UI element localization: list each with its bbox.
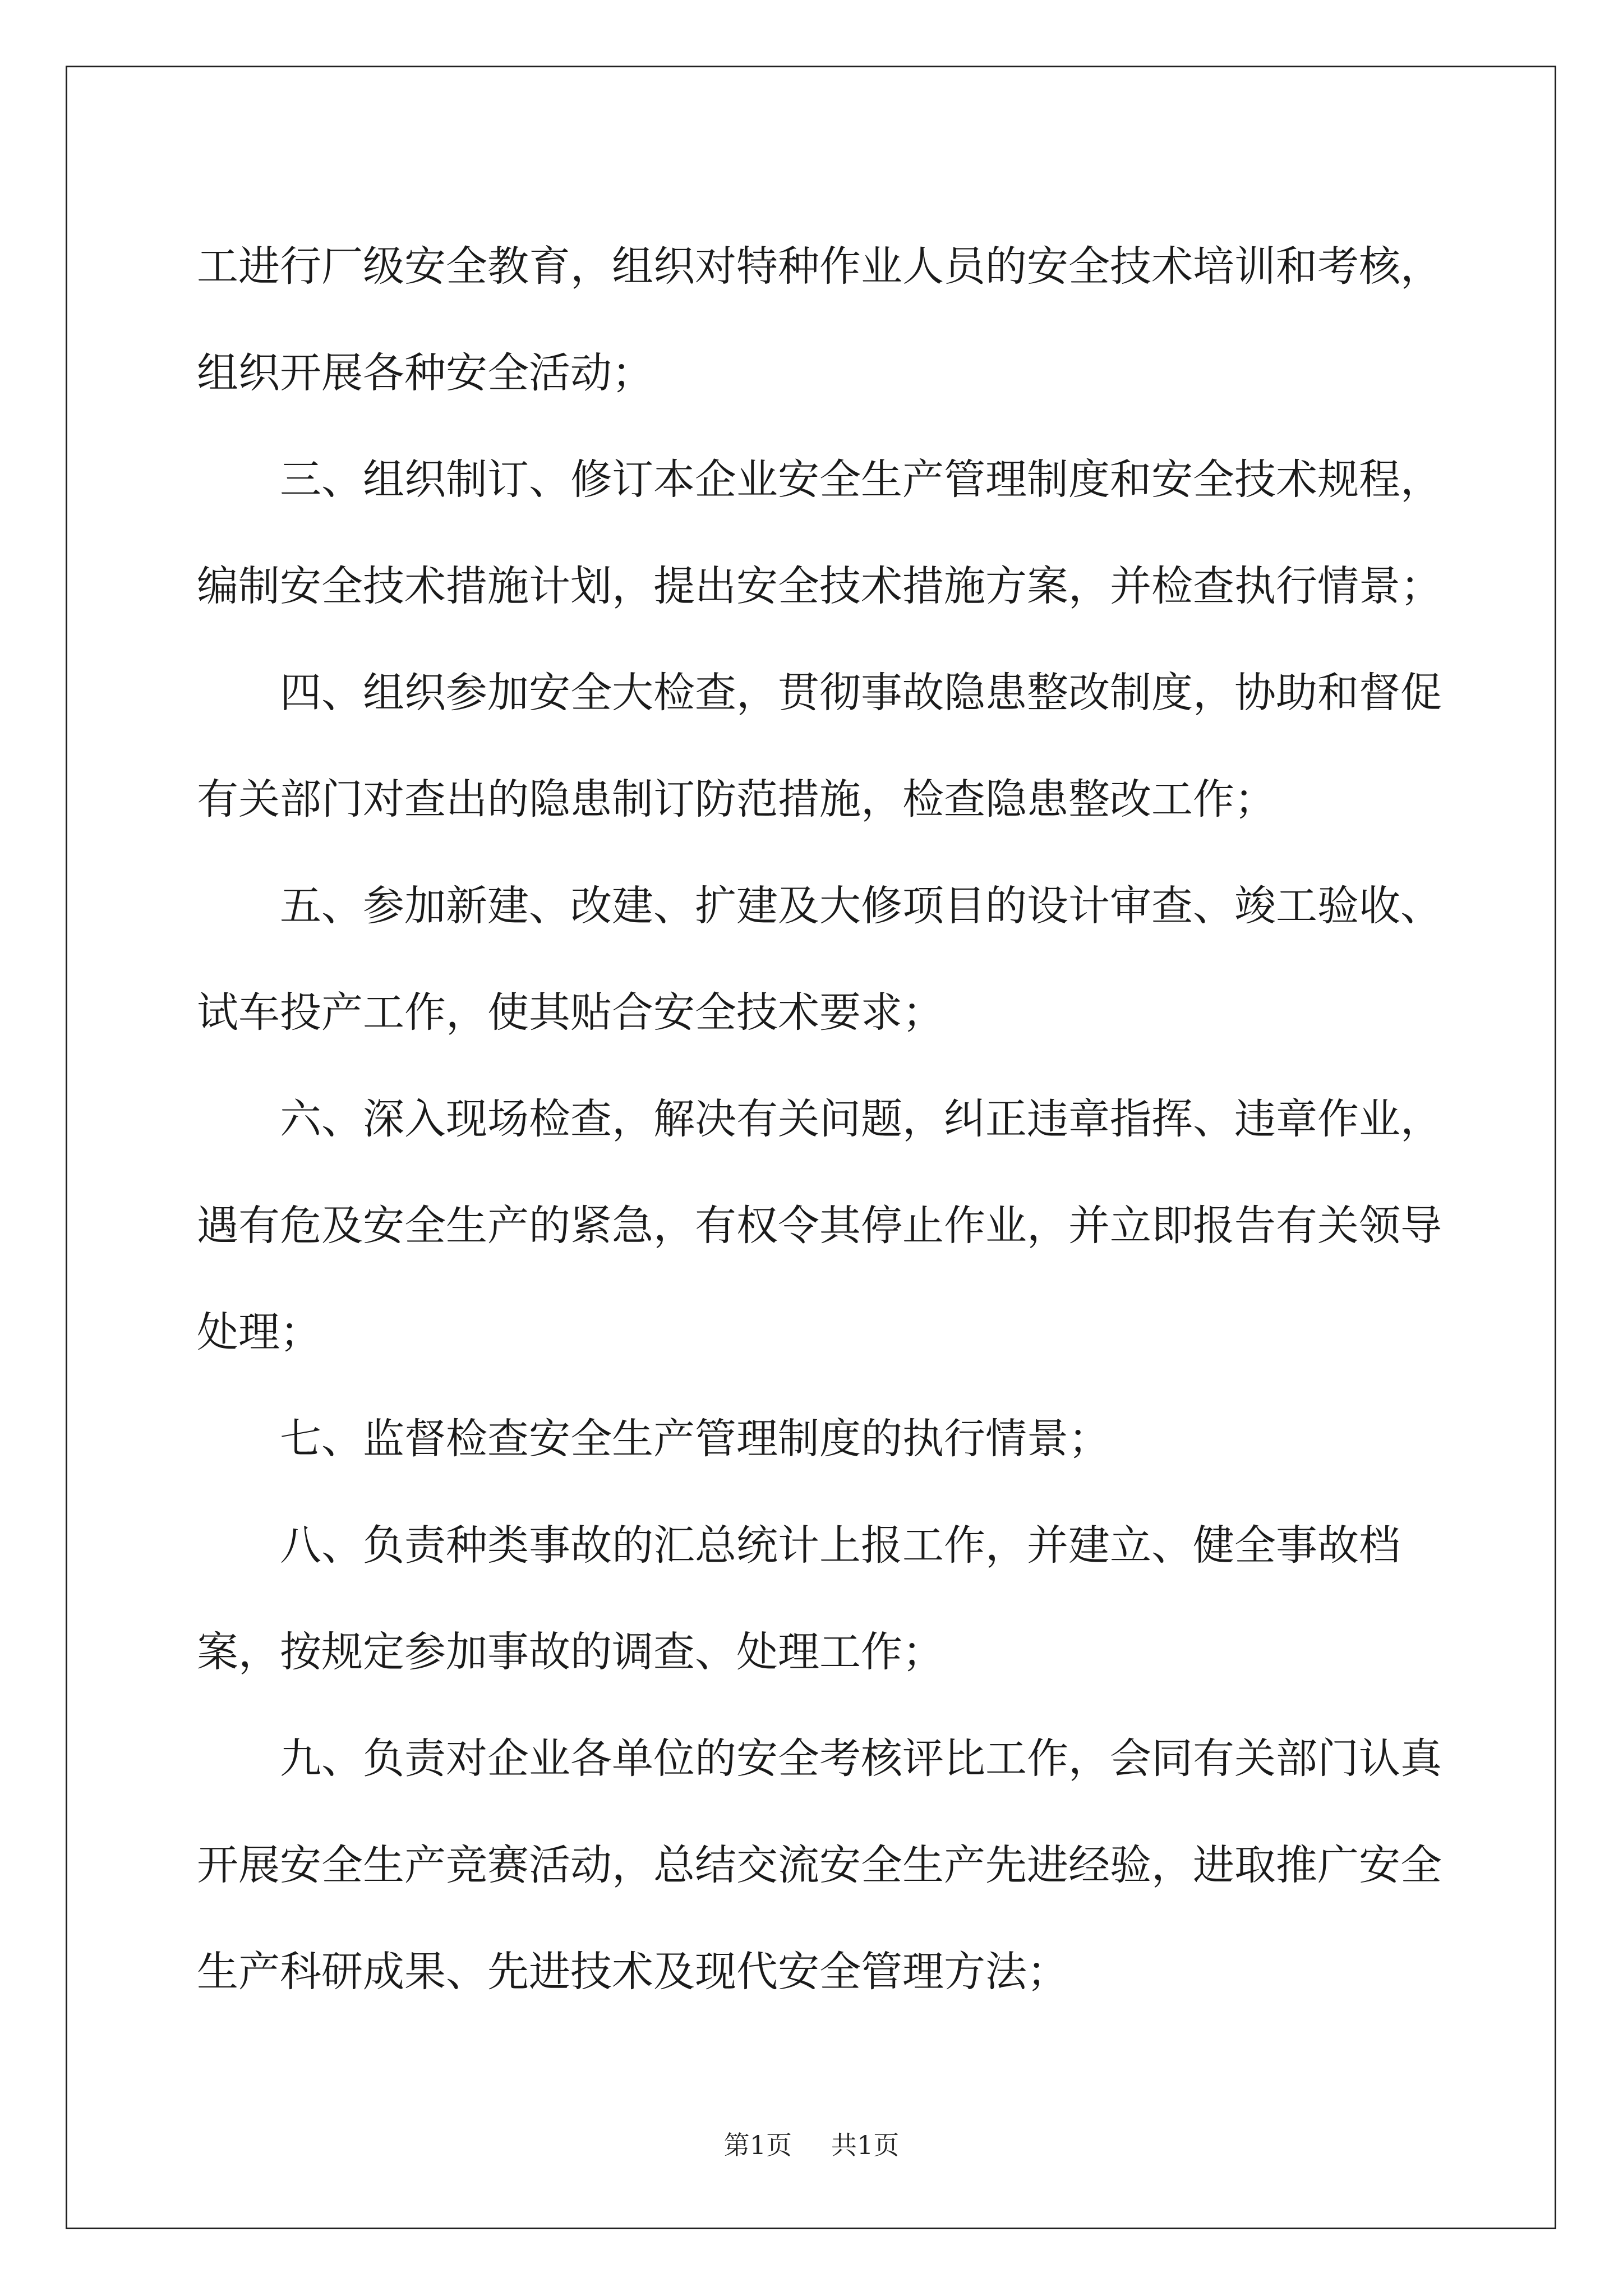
paragraph: 八、负责种类事故的汇总统计上报工作，并建立、健全事故档案，按规定参加事故的调查、处理工作；	[197, 1521, 1400, 1676]
page-number-total: 共1页	[831, 2130, 900, 2160]
paragraph: 七、监督检查安全生产管理制度的执行情景；	[280, 1415, 1110, 1463]
paragraph: 九、负责对企业各单位的安全考核评比工作，会同有关部门认真开展安全生产竞赛活动，总结交流安全生产先进经验，进取推广安全生产科研成果、先进技术及现代安全管理方法；	[197, 1734, 1442, 1996]
paragraph: 五、参加新建、改建、扩建及大修项目的设计审查、竣工验收、试车投产工作，使其贴合安全技术要求；	[197, 882, 1442, 1037]
paragraph: 工进行厂级安全教育，组织对特种作业人员的安全技术培训和考核，组织开展各种安全活动；	[197, 242, 1442, 397]
page-number-current: 第1页	[723, 2130, 792, 2160]
page-footer	[0, 2125, 1623, 2162]
paragraph: 六、深入现场检查，解决有关问题，纠正违章指挥、违章作业，遇有危及安全生产的紧急，有权令其停止作业，并立即报告有关领导处理；	[197, 1095, 1442, 1356]
paragraph: 四、组织参加安全大检查，贯彻事故隐患整改制度，协助和督促有关部门对查出的隐患制订防范措施，检查隐患整改工作；	[197, 669, 1442, 823]
paragraph: 三、组织制订、修订本企业安全生产管理制度和安全技术规程，编制安全技术措施计划，提出安全技术措施方案，并检查执行情景；	[197, 455, 1442, 610]
document-body	[197, 213, 1472, 2025]
